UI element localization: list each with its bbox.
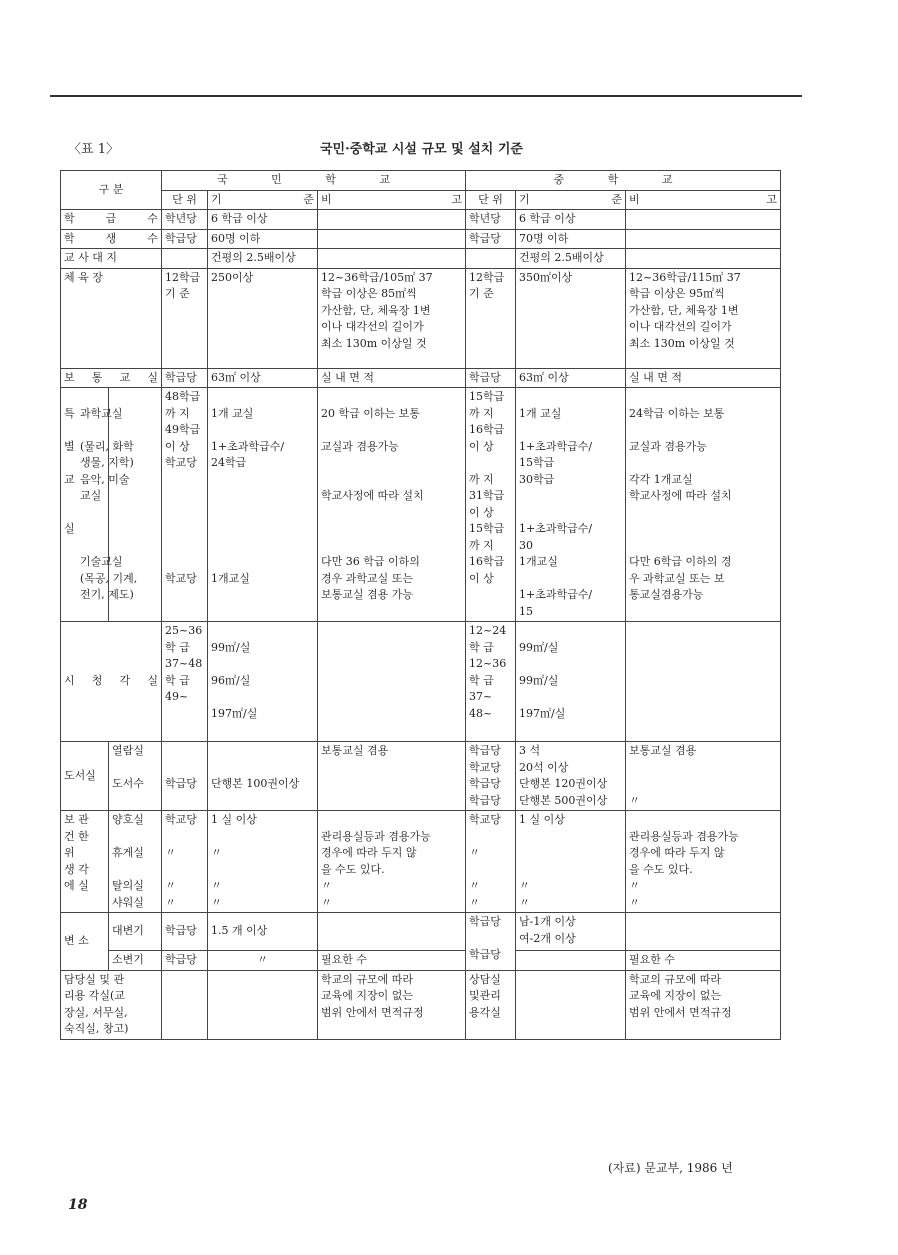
tech-label: 기술교실 (목공, 기계, 전기, 제도) — [80, 555, 138, 601]
e-standard: 건평의 2.5배이상 — [208, 249, 318, 269]
e-remark: 보통교실 겸용 — [318, 742, 466, 811]
m-remark: 24학급 이하는 보통 교실과 겸용가능 각각 1개교실 학교사정에 따라 설치 다만 6학급 이하의 경 우 과학교실 또는 보 통교실겸용가능 — [626, 388, 781, 622]
m-unit: 학급당 학교당 학급당 학급당 — [466, 742, 516, 811]
table-caption: 〈표 1〉 — [68, 142, 119, 157]
page-number: 18 — [68, 1197, 88, 1213]
header-category: 구 분 — [61, 171, 162, 210]
m-remark: 필요한 수 — [626, 951, 781, 971]
m-remark: 보통교실 겸용 〃 — [626, 742, 781, 811]
e-unit: 학교당 〃 〃 〃 — [162, 811, 208, 913]
row-label: 학 생 수 — [61, 229, 162, 249]
m-standard: 1 실 이상 〃 〃 — [516, 811, 626, 913]
m-unit: 상담실 및관리 용각실 — [466, 970, 516, 1039]
row-grade — [61, 210, 781, 230]
row-special — [61, 388, 781, 622]
facility-standards-table — [60, 170, 781, 1040]
m-standard: 6 학급 이상 — [516, 210, 626, 230]
row-health — [61, 811, 781, 913]
m-remark — [626, 210, 781, 230]
row-library — [61, 742, 781, 811]
e-unit: 학급당 — [162, 229, 208, 249]
e-standard: 1 실 이상 〃 〃 〃 — [208, 811, 318, 913]
e-unit: 학급당 — [162, 913, 208, 951]
e-standard: 60명 이하 — [208, 229, 318, 249]
row-label: 변 소 — [61, 913, 109, 971]
e-unit — [162, 249, 208, 269]
e-standard: 63㎡ 이상 — [208, 368, 318, 388]
e-unit — [162, 970, 208, 1039]
row-label — [61, 388, 138, 622]
row-label: 도서실 — [61, 742, 109, 811]
e-remark: 필요한 수 — [318, 951, 466, 971]
m-standard: 건평의 2.5배이상 — [516, 249, 626, 269]
e-standard: 6 학급 이상 — [208, 210, 318, 230]
e-standard: 단행본 100권이상 — [208, 742, 318, 811]
small-toilet-label: 소변기 — [109, 951, 162, 971]
m-unit: 12~24 학 급 12~36 학 급 37~ 48~ — [466, 622, 516, 742]
header-m-standard: 기 준 — [516, 190, 626, 210]
e-remark: 20 학급 이하는 보통 교실과 겸용가능 학교사정에 따라 설치 다만 36 학급 이하의 경우 과학교실 또는 보통교실 겸용 가능 — [318, 388, 466, 622]
m-unit: 학급당 — [466, 229, 516, 249]
e-unit: 학년당 — [162, 210, 208, 230]
m-remark: 실 내 면 적 — [626, 368, 781, 388]
e-remark — [318, 622, 466, 742]
source-note: (자료) 문교부, 1986 년 — [608, 1161, 733, 1175]
reading-room-label: 열람실 — [112, 744, 144, 757]
large-toilet-label: 대변기 — [109, 913, 162, 951]
m-standard: 350㎡이상 — [516, 268, 626, 368]
m-standard-bottom — [516, 951, 626, 971]
header-elementary: 국 민 학 교 — [162, 171, 466, 191]
e-standard — [208, 970, 318, 1039]
m-unit: 학년당 — [466, 210, 516, 230]
m-remark: 12~36학급/115㎡ 37 학급 이상은 95㎡씩 가산함, 단, 체육장 1변 이나 대각선의 길이가 최소 130m 이상일 것 — [626, 268, 781, 368]
m-standard: 1개 교실 1+초과학급수/ 15학급 30학급 1+초과학급수/ 30 1개교실 1+초과학급수/ 15 — [516, 388, 626, 622]
m-unit: 15학급 까 지 16학급 이 상 까 지 31학급 이 상 15학급 까 지 16학급 이 상 — [466, 388, 516, 622]
m-remark — [626, 229, 781, 249]
m-remark: 관리용실등과 겸용가능 경우에 따라 두지 않 을 수도 있다. 〃 〃 — [626, 811, 781, 913]
e-remark: 학교의 규모에 따라 교육에 지장이 없는 범위 안에서 면적규정 — [318, 970, 466, 1039]
header-row-1 — [61, 171, 781, 191]
header-e-unit: 단 위 — [162, 190, 208, 210]
row-toilet-2 — [61, 951, 781, 971]
special-label: 특 별 교 실 — [64, 406, 75, 535]
e-unit: 12학급 기 준 — [162, 268, 208, 368]
e-remark: 관리용실등과 겸용가능 경우에 따라 두지 않 을 수도 있다. 〃 〃 — [318, 811, 466, 913]
row-label: 체 육 장 — [61, 268, 162, 368]
m-unit: 학급당 학급당 — [466, 913, 516, 971]
science-label: 과학교실 (물리, 화학 생물, 지학) 음악, 미술 교실 — [80, 406, 134, 502]
header-m-remark: 비 고 — [626, 190, 781, 210]
header-e-remark: 비 고 — [318, 190, 466, 210]
m-remark: 학교의 규모에 따라 교육에 지장이 없는 범위 안에서 면적규정 — [626, 970, 781, 1039]
e-standard: 99㎡/실 96㎡/실 197㎡/실 — [208, 622, 318, 742]
m-standard: 70명 이하 — [516, 229, 626, 249]
m-standard: 3 석 20석 이상 단행본 120권이상 단행본 500권이상 — [516, 742, 626, 811]
special-sub-labels — [78, 406, 162, 604]
row-label: 교 사 대 지 — [61, 249, 162, 269]
row-gym — [61, 268, 781, 368]
m-standard: 남-1개 이상 여-2개 이상 — [516, 913, 626, 951]
m-remark-top — [626, 913, 781, 951]
library-sub-labels — [109, 742, 162, 811]
m-remark — [626, 622, 781, 742]
row-label: 담당실 및 관 리용 각실(교 장실, 서무실, 숙직실, 창고) — [61, 970, 162, 1039]
e-remark — [318, 229, 466, 249]
top-rule — [50, 95, 802, 97]
row-admin — [61, 970, 781, 1039]
m-unit — [466, 249, 516, 269]
e-remark-top — [318, 913, 466, 951]
e-remark: 실 내 면 적 — [318, 368, 466, 388]
row-label: 보 통 교 실 — [61, 368, 162, 388]
e-unit: 48학급 까 지 49학급 이 상 학교당 학교당 — [162, 388, 208, 622]
row-av — [61, 622, 781, 742]
e-unit: 학급당 — [162, 742, 208, 811]
m-unit: 학급당 — [466, 368, 516, 388]
row-site — [61, 249, 781, 269]
header-e-standard: 기 준 — [208, 190, 318, 210]
row-students — [61, 229, 781, 249]
table-title: 국민·중학교 시설 규모 및 설치 기준 — [320, 142, 523, 157]
m-remark — [626, 249, 781, 269]
header-m-unit: 단 위 — [466, 190, 516, 210]
row-label: 시 청 각 실 — [61, 622, 162, 742]
m-standard — [516, 970, 626, 1039]
row-label: 보 관 건 한 위 생 각 에 실 — [61, 811, 109, 913]
header-middle: 중 학 교 — [466, 171, 781, 191]
m-standard: 63㎡ 이상 — [516, 368, 626, 388]
row-ordinary — [61, 368, 781, 388]
row-toilet-1 — [61, 913, 781, 951]
e-remark: 12~36학급/105㎡ 37 학급 이상은 85㎡씩 가산함, 단, 체육장 1변 이나 대각선의 길이가 최소 130m 이상일 것 — [318, 268, 466, 368]
e-unit: 25~36 학 급 37~48 학 급 49~ — [162, 622, 208, 742]
books-label: 도서수 — [112, 777, 144, 790]
health-sub-labels: 양호실 휴게실 탈의실 샤워실 — [109, 811, 162, 913]
row-label: 학 급 수 — [61, 210, 162, 230]
m-standard: 99㎡/실 99㎡/실 197㎡/실 — [516, 622, 626, 742]
e-unit: 학급당 — [162, 951, 208, 971]
e-standard: 1.5 개 이상 — [208, 913, 318, 951]
e-standard: 1개 교실 1+초과학급수/ 24학급 1개교실 — [208, 388, 318, 622]
m-unit: 12학급 기 준 — [466, 268, 516, 368]
e-remark — [318, 210, 466, 230]
e-unit: 학급당 — [162, 368, 208, 388]
m-unit: 학교당 〃 〃 〃 — [466, 811, 516, 913]
e-standard: 250이상 — [208, 268, 318, 368]
e-remark — [318, 249, 466, 269]
e-standard: 〃 — [208, 951, 318, 971]
header-row-2 — [61, 190, 781, 210]
